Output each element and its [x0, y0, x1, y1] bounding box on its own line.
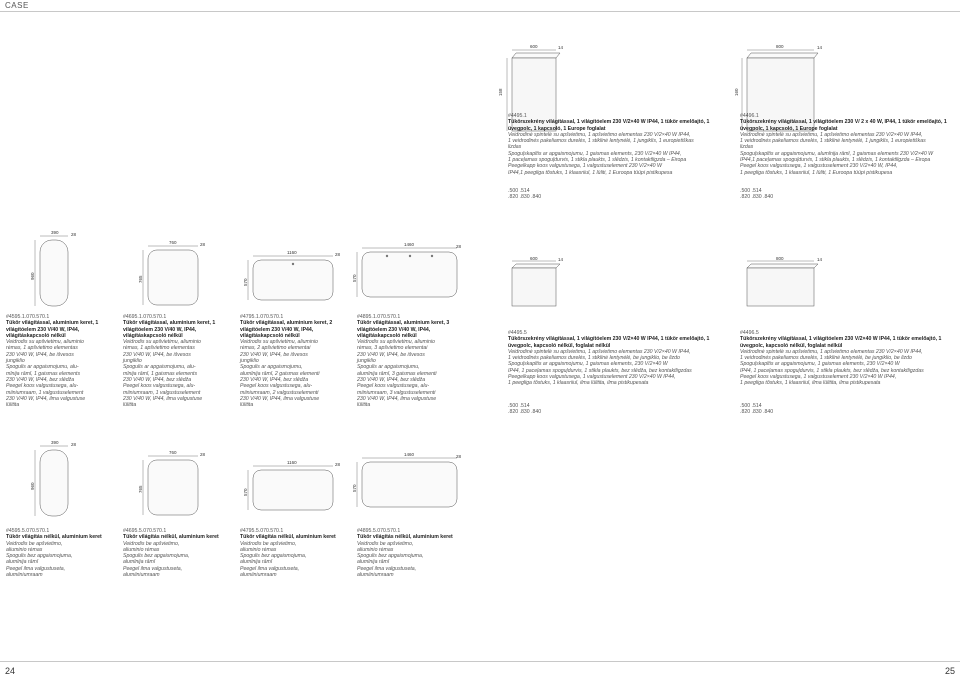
variant-codes: .500 .514 — [740, 402, 762, 409]
dim-width: 1460 — [404, 242, 415, 247]
desc-line: Peegel koos valgustusega, alu- — [357, 383, 430, 390]
desc-line: Veidrodis be apšvietimo, — [6, 540, 63, 547]
desc-line: lizdas — [508, 144, 522, 151]
desc-line: alumiiniumraam — [357, 572, 394, 579]
desc-line: aliuminio rėmas — [357, 546, 394, 553]
variant-codes: .500 .514 — [508, 402, 530, 409]
dim-width: 760 — [169, 240, 177, 245]
desc-line: lülitita — [240, 402, 254, 409]
desc-line: Veidrodinė spintelė su apšvietimu, 1 apšvietimo elementas 230 V/2×40 W IP44, — [508, 131, 691, 138]
product-code: #4795.1.070.570.1 — [240, 314, 284, 320]
dim-depth: 14 — [817, 45, 823, 50]
desc-line: 1 paceļamas spoguļdurvis, 1 stikla plaukts, 1 slēdzis, 1 kontaktligzda – Eiropa — [508, 157, 687, 164]
desc-line: Peegel ilma valgustuseta, — [357, 565, 417, 572]
product-code: #4795.5.070.570.1 — [240, 528, 284, 534]
dim-width: 800 — [776, 44, 784, 49]
desc-line: Peegel koos valgustusega, alu- — [123, 383, 196, 390]
product-4495-1 — [508, 113, 723, 201]
desc-line: 230 V/40 W, IP44, bez slēdža — [240, 376, 309, 383]
desc-line: 1 veidrodinės pakeliamos durelės, 1 stiklinė lentynėlė, 1 jungiklis, 1 europietiškas — [508, 138, 694, 145]
header-rule — [0, 11, 960, 12]
mirror-1460b-svg — [352, 450, 462, 520]
cabinet-drawing-600 — [498, 36, 568, 106]
desc-line: lülitita — [357, 402, 371, 409]
product-title: Tükör világítás nélkül, aluminium keret — [357, 534, 453, 541]
product-4495-5 — [508, 330, 723, 415]
desc-line: Peegel koos valgustusega, alu- — [240, 383, 313, 390]
variant-codes: .820 .830 .840 — [508, 194, 542, 201]
dim-height: 570 — [243, 488, 248, 496]
desc-line: 1 veidrodinės pakeliamos durelės, 1 stiklinė lentynėlė, be jungiklio, be lizdo — [740, 355, 912, 362]
desc-line: Veidrodis su apšvietimu, aliuminio — [357, 339, 435, 346]
product-4496-1 — [740, 113, 955, 201]
dim-depth: 28 — [200, 242, 206, 247]
mirror-760-svg — [138, 240, 208, 310]
desc-line: alumīnija rāmī — [357, 559, 389, 566]
cabinet-drawing-800-b — [734, 256, 824, 306]
desc-line: Spogulis bez apgaismojuma, — [123, 553, 190, 560]
variant-codes: .500 .514 — [740, 187, 762, 194]
product-title: Tükörszekrény világítással, 1 világítóelem 230 V/2×40 W IP44, 1 tükör emelőajtó, 1 üvegpolc, kapcsoló nélkül, foglalat nélkül — [508, 336, 710, 349]
desc-line: Veidrodinė spintelė su apšvietimu, 1 apšvietimo elementas 230 V/2×40 W IP44, — [508, 348, 691, 355]
desc-line: Spoguļskapītis ar apgaismojumu, 1 gaismas elements, 230 V/2×40 W IP44, — [508, 150, 682, 157]
desc-line: jungiklio — [240, 358, 259, 365]
variant-codes: .820 .830 .840 — [508, 408, 542, 415]
cabinet-drawing-800 — [734, 36, 824, 106]
mirror-drawing-390 — [30, 230, 80, 310]
desc-line: Spoguļskapītis ar apgaismojumu, alumīnija rāmī, 1 gaismas elements 230 V/2×40 W — [740, 150, 934, 157]
desc-line: Veidrodis be apšvietimo, — [240, 540, 297, 547]
product-4695-1 — [123, 314, 223, 408]
desc-line: Peegelkapp koos valgustusega, 1 valgustuselement 230 V/2×40 W IP44, — [508, 374, 676, 381]
section-label: CASE — [5, 1, 29, 10]
desc-line: Spogulis ar apgaismojumu, — [357, 364, 420, 371]
dim-height: 960 — [30, 272, 35, 280]
desc-line: alumiiniumraam — [123, 572, 160, 579]
desc-line: Veidrodis be apšvietimo, — [357, 540, 414, 547]
dim-depth: 28 — [335, 252, 341, 257]
desc-line: alumīnija rāmī — [240, 559, 272, 566]
product-code: #4895.1.070.570.1 — [357, 314, 401, 320]
dim-width: 1160 — [287, 250, 297, 255]
mirror-drawing-1160 — [243, 248, 343, 308]
product-title: Tükör világítással, aluminium keret, 1 világítóelem 230 V/40 W, IP44, világításkapcsoló nélkül — [6, 320, 99, 339]
product-4895-1 — [357, 314, 457, 408]
cabinet-drawing-600-b — [498, 256, 568, 306]
desc-line: alumiiniumraam — [6, 572, 43, 579]
desc-line: Spogulis ar apgaismojumu, alu- — [6, 364, 79, 371]
dim-width: 800 — [776, 256, 784, 261]
page-number-left: 24 — [5, 666, 16, 676]
dim-width: 1460 — [404, 452, 415, 457]
product-title: Tükör világítással, aluminium keret, 3 világítóelem 230 V/40 W, IP44, világításkapcsoló nélkül — [357, 320, 450, 339]
desc-line: 230 V/40 W, IP44, ilma valgustuse — [357, 395, 437, 402]
desc-line: rėmas, 1 apšvietimo elementas — [123, 345, 195, 352]
product-code: #4495.5 — [508, 330, 527, 336]
desc-line: 230 V/40 W, IP44, be išvesos — [240, 351, 308, 358]
dim-height: 765 — [138, 485, 143, 493]
desc-line: alumiiniumraam — [240, 572, 277, 579]
mirror-drawing-760-plain — [138, 450, 208, 520]
mirror-1160-svg — [243, 248, 343, 308]
product-title: Tükör világítással, aluminium keret, 2 világítóelem 230 V/40 W, IP44, világításkapcsoló nélkül — [240, 320, 333, 339]
desc-line: Veidrodinė spintelė su apšvietimu, 1 apšvietimo elementas 230 V/2×40 W IP44, — [740, 131, 923, 138]
desc-line: Peegelkapp koos valgustusega, 1 valgustuselement 230 V/2×40 W — [508, 163, 662, 170]
desc-line: Peegel ilma valgustuseta, — [240, 565, 300, 572]
desc-line: Veidrodis su apšvietimu, aliuminio — [240, 339, 318, 346]
desc-line: Spoguļskapītis ar apgaismojumu, 1 gaismas elements, 230 V/2×40 W — [508, 361, 668, 368]
desc-line: Spogulis ar apgaismojumu, alu- — [123, 364, 196, 371]
product-code: #4496.1 — [740, 113, 759, 119]
mirror-drawing-1460-plain — [352, 450, 462, 520]
mirror-390b-svg — [30, 440, 80, 520]
desc-line: Peegel ilma valgustuseta, — [123, 565, 183, 572]
desc-line: 230 V/40 W, IP44, be išvesos — [6, 351, 74, 358]
desc-line: Spogulis bez apgaismojuma, — [357, 553, 424, 560]
desc-line: jungiklio — [6, 358, 25, 365]
desc-line: jungiklio — [123, 358, 142, 365]
dim-depth: 14 — [817, 257, 823, 262]
dim-depth: 14 — [558, 257, 564, 262]
product-4595-5 — [6, 528, 106, 578]
dim-depth: 14 — [558, 45, 564, 50]
mirror-1460-svg — [352, 240, 462, 310]
dim-width: 390 — [51, 440, 59, 445]
desc-line: Spogulis bez apgaismojuma, — [6, 553, 73, 560]
product-code: #4695.1.070.570.1 — [123, 314, 167, 320]
dim-height: 570 — [352, 484, 357, 492]
desc-line: 230 V/40 W, IP44, bez slēdža — [357, 376, 426, 383]
mirror-drawing-760 — [138, 240, 208, 310]
cabinet-600b-svg — [498, 256, 568, 306]
desc-line: Veidrodis be apšvietimo, — [123, 540, 180, 547]
desc-line: lülitita — [123, 402, 137, 409]
mirror-760b-svg — [138, 450, 208, 520]
footer-rule — [0, 661, 960, 662]
page-number-right: 25 — [944, 666, 955, 676]
desc-line: IP44,1 paceļamas spoguļdurvis, 1 stikla plaukts, 1 slēdzis, 1 kontaktligzda – Eiropa — [740, 157, 931, 164]
desc-line: Spogulis bez apgaismojuma, — [240, 553, 307, 560]
desc-line: rėmas, 1 apšvietimo elementas — [6, 345, 78, 352]
desc-line: 1 peegliga tõstuks, 1 klaasriiul, ilma lülitita, ilma pistikupesata — [740, 380, 881, 387]
dim-width: 1160 — [287, 460, 297, 465]
desc-line: 230 V/40 W, IP44, be išvesos — [123, 351, 191, 358]
product-title: Tükörszekrény világítással, 1 világítóelem 230 V/2×40 W IP44, 1 tükör emelőajtó, 1 üvegpolc, 1 kapcsoló, 1 Europe foglalat — [508, 119, 710, 132]
desc-line: Spoguļskapītis ar apgaismojumu, 1 gaismas elements, 230 V/2×40 W — [740, 361, 900, 368]
mirror-drawing-1160-plain — [243, 458, 343, 518]
dim-depth: 28 — [200, 452, 206, 457]
desc-line: alumīnija rāmī, 3 gaismas elementi — [357, 370, 437, 377]
desc-line: Peegel koos valgustusega, alu- — [6, 383, 79, 390]
variant-codes: .820 .830 .840 — [740, 194, 774, 201]
desc-line: Peegel koos valgustusega, 1 valgustuselement 230 V/2×40 W, IP44, — [740, 163, 898, 170]
dim-depth: 28 — [71, 442, 77, 447]
dim-width: 600 — [530, 256, 538, 261]
dim-height: 765 — [138, 275, 143, 283]
dim-depth: 28 — [335, 462, 341, 467]
desc-line: IP44, 1 paceļamas spoguļdurvis, 1 stikla plaukts, bez slēdža, bez kontaktligzdas — [740, 367, 924, 374]
dim-depth: 28 — [71, 232, 77, 237]
desc-line: Veidrodinė spintelė su apšvietimu, 1 apšvietimo elementas 230 V/2×40 W IP44, — [740, 348, 923, 355]
product-title: Tükörszekrény világítással, 1 világítóelem 230 V/2×40 W IP44, 1 tükör emelőajtó, 1 üvegpolc, kapcsoló nélkül, foglalat nélkül — [740, 336, 942, 349]
dim-width: 390 — [51, 230, 59, 235]
product-4795-5 — [240, 528, 340, 578]
cabinet-800b-svg — [734, 256, 824, 306]
desc-line: jungiklio — [357, 358, 376, 365]
desc-line: 1 veidrodinės pakeliamos durelės, 1 stiklinė lentynėlė, be jungiklio, be lizdo — [508, 355, 680, 362]
desc-line: aliuminio rėmas — [240, 546, 277, 553]
desc-line: Peegel ilma valgustuseta, — [6, 565, 66, 572]
desc-line: alumīnija rāmī — [6, 559, 38, 566]
desc-line: IP44, 1 paceļamas spoguļdurvis, 1 stikla plaukts, bez slēdža, bez kontaktligzdas — [508, 367, 692, 374]
desc-line: alumīnija rāmī — [123, 559, 155, 566]
desc-line: IP44,1 peegliga tõstuks, 1 klaasriiul, 1 lüliti, 1 Euroopa tüüpi pistikupesa — [508, 169, 673, 176]
dim-height: 960 — [30, 482, 35, 490]
desc-line: lülitita — [6, 402, 20, 409]
desc-line: 230 V/40 W, IP44, bez slēdža — [6, 376, 75, 383]
desc-line: Spogulis ar apgaismojumu, — [240, 364, 303, 371]
product-title: Tükör világítás nélkül, aluminium keret — [240, 534, 336, 541]
variant-codes: .820 .830 .840 — [740, 408, 774, 415]
desc-line: lizdas — [740, 144, 754, 151]
desc-line: 230 V/40 W, IP44, bez slēdža — [123, 376, 192, 383]
variant-codes: .500 .514 — [508, 187, 530, 194]
desc-line: Veidrodis su apšvietimu, aliuminio — [6, 339, 84, 346]
product-4595-1 — [6, 314, 106, 408]
desc-line: mīnija rāmī, 1 gaismas elements — [6, 370, 81, 377]
product-4695-5 — [123, 528, 223, 578]
mirror-drawing-390-plain — [30, 440, 80, 520]
desc-line: rėmas, 3 apšvietimo elementai — [357, 345, 428, 352]
desc-line: miiniumraam, 3 valgustuselementi — [357, 389, 436, 396]
mirror-drawing-1460 — [352, 240, 462, 310]
desc-line: 230 V/40 W, IP44, ilma valgustuse — [123, 395, 203, 402]
desc-line: alumīnija rāmī, 2 gaismas elementi — [240, 370, 320, 377]
desc-line: rėmas, 2 apšvietimo elementai — [240, 345, 311, 352]
dim-height: 570 — [352, 274, 357, 282]
product-code: #4595.5.070.570.1 — [6, 528, 50, 534]
desc-line: mīnija rāmī, 1 gaismas elements — [123, 370, 198, 377]
desc-line: miiniumraam, 2 valgustuselementi — [240, 389, 319, 396]
mirror-390-svg — [30, 230, 80, 310]
product-code: #4695.5.070.570.1 — [123, 528, 167, 534]
product-title: Tükör világítás nélkül, aluminium keret — [6, 534, 102, 541]
desc-line: 230 V/40 W, IP44, ilma valgustuse — [240, 395, 320, 402]
product-code: #4496.5 — [740, 330, 759, 336]
desc-line: aliuminio rėmas — [6, 546, 43, 553]
product-4795-1 — [240, 314, 340, 408]
dim-height: 570 — [243, 278, 248, 286]
product-code: #4895.5.070.570.1 — [357, 528, 401, 534]
desc-line: 230 V/40 W, IP44, be išvesos — [357, 351, 425, 358]
product-title: Tükör világítással, aluminium keret, 1 világítóelem 230 V/40 W, IP44, világításkapcsoló nélkül — [123, 320, 216, 339]
product-code: #4595.1.070.570.1 — [6, 314, 50, 320]
dim-height: 160 — [734, 88, 739, 96]
desc-line: miiniumraam, 1 valgustuselement — [6, 389, 84, 396]
dim-width: 760 — [169, 450, 177, 455]
dim-height: 158 — [498, 88, 503, 96]
product-4895-5 — [357, 528, 457, 578]
dim-depth: 28 — [456, 244, 462, 249]
desc-line: 1 peegliga tõstuks, 1 klaasriiul, 1 lüliti, 1 Euroopa tüüpi pistikupesa — [740, 169, 893, 176]
desc-line: 230 V/40 W, IP44, ilma valgustuse — [6, 395, 86, 402]
desc-line: 1 veidrodinės pakeliamos durelės, 1 stiklinė lentynėlė, 1 jungiklis, 1 europietiškas — [740, 138, 926, 145]
desc-line: Veidrodis su apšvietimu, aliuminio — [123, 339, 201, 346]
dim-width: 600 — [530, 44, 538, 49]
desc-line: aliuminio rėmas — [123, 546, 160, 553]
desc-line: miiniumraam, 1 valgustuselement — [123, 389, 201, 396]
mirror-1160b-svg — [243, 458, 343, 518]
desc-line: Peegel koos valgustusega, 1 valgustuselement 230 V/2×40 W IP44, — [740, 374, 897, 381]
dim-depth: 28 — [456, 454, 462, 459]
desc-line: 1 peegliga tõstuks, 1 klaasriiul, ilma lülitita, ilma pistikupesata — [508, 380, 649, 387]
product-code: #4495.1 — [508, 113, 527, 119]
product-4496-5 — [740, 330, 955, 415]
product-title: Tükör világítás nélkül, aluminium keret — [123, 534, 219, 541]
product-title: Tükörszekrény világítással, 1 világítóelem 230 V/ 2 x 40 W, IP44, 1 tükör emelőajtó, 1 üvegpolc, 1 kapcsoló, 1 Europe foglalat — [740, 119, 947, 132]
